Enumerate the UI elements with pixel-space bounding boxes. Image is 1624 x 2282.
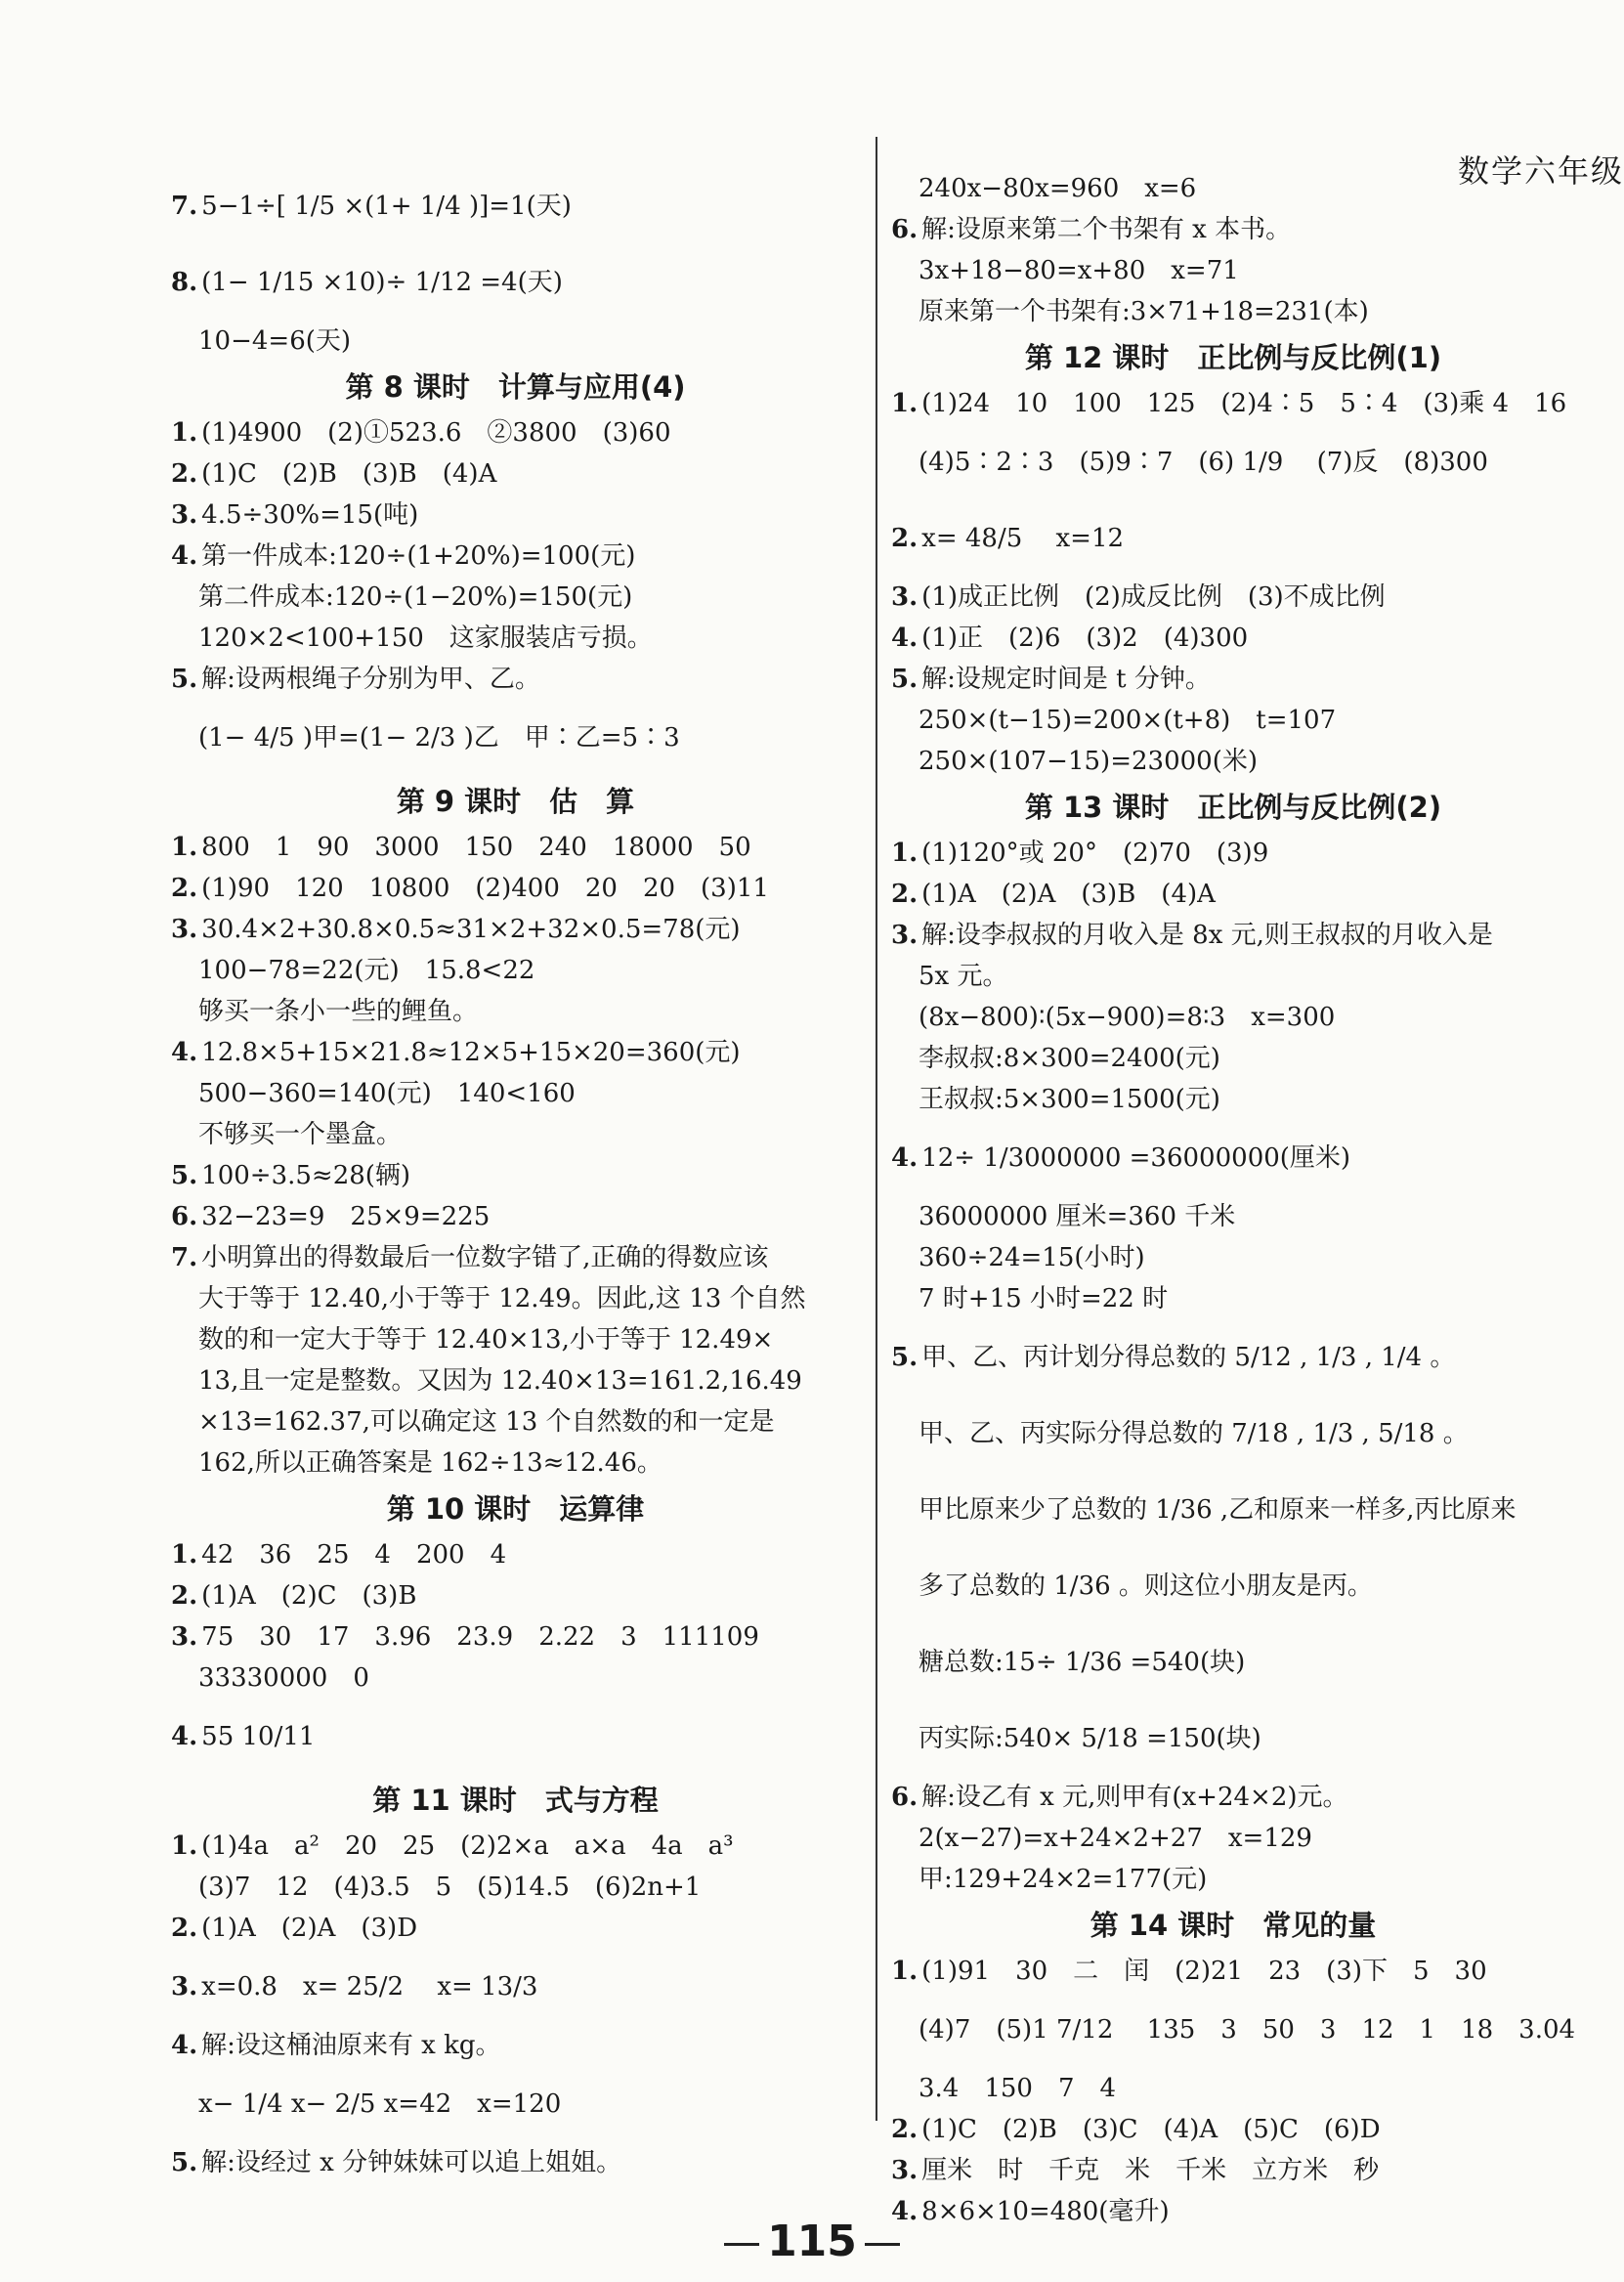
answer-text: ×13=162.37,可以确定这 13 个自然数的和一定是 [198,1407,775,1437]
answer-line [171,1699,860,1775]
answer-text: (1)91 30 二 闰 (2)21 23 (3)下 5 30 [921,1957,1487,1986]
answer-text: 大于等于 12.40,小于等于 12.49。因此,这 13 个自然 [198,1284,806,1313]
answer-line [891,2150,1575,2191]
answer-text: 500−360=140(元) 140<160 [198,1079,576,1108]
question-number: 2. [891,524,919,553]
answer-text: 第二件成本:120÷(1−20%)=150(元) [198,582,633,612]
answer-line [891,1319,1575,1396]
answer-text: (1)正 (2)6 (3)2 (4)300 [921,624,1249,653]
question-number: 2. [171,1581,198,1611]
question-number: 4. [171,541,198,571]
answer-line [891,741,1575,782]
answer-line [891,209,1575,250]
answer-text: (1)A (2)C (3)B [201,1581,417,1611]
answer-line [891,833,1575,874]
answer-line [171,412,860,453]
question-number: 4. [891,1143,919,1173]
question-number: 1. [891,1957,919,1986]
answer-text: 36000000 厘米=360 千米 [919,1202,1236,1231]
answer-text: 4.5÷30%=15(吨) [201,500,419,530]
answer-line [891,1472,1575,1548]
question-number: 5. [891,1343,919,1372]
section-title: 第 11 课时 式与方程 [372,1784,659,1817]
question-number: 6. [171,1202,198,1231]
question-number: 1. [171,1540,198,1570]
answer-text: 王叔叔:5×300=1500(元) [919,1085,1220,1114]
answer-text: (1− 1/15 ×10)÷ 1/12 =4(天) [201,268,563,297]
question-number: 2. [171,874,198,903]
answer-line [891,956,1575,997]
question-number: 6. [891,215,919,244]
answer-line [171,1442,860,1484]
answer-text: (4)7 (5)1 7/12 135 3 50 3 12 1 18 3.04 [919,2015,1575,2045]
section-title: 第 12 课时 正比例与反比例(1) [1024,341,1442,374]
answer-text: 800 1 90 3000 150 240 18000 50 [201,833,751,862]
answer-line [171,909,860,950]
answer-line [171,2142,860,2183]
left-column [171,168,860,2183]
question-number: 2. [171,459,198,489]
answer-line [891,1777,1575,1818]
column-divider [876,137,877,2121]
answer-text: 32−23=9 25×9=225 [201,1202,491,1231]
section-title: 第 14 课时 常见的量 [1090,1909,1377,1942]
question-number: 4. [171,2031,198,2060]
answer-text: (1)4900 (2)①523.6 ②3800 (3)60 [201,418,671,448]
section-title: 第 10 课时 运算律 [386,1492,645,1526]
answer-text: 甲:129+24×2=177(元) [919,1865,1208,1894]
answer-line [891,1237,1575,1278]
answer-text: 75 30 17 3.96 23.9 2.22 3 111109 [201,1622,759,1652]
answer-line [171,1826,860,1867]
answer-text: 丙实际:540× 5/18 =150(块) [919,1724,1261,1753]
question-number: 5. [171,1161,198,1190]
question-number: 1. [171,833,198,862]
answer-line [171,1658,860,1699]
answer-text: (1)4a a² 20 25 (2)2×a a×a 4a a³ [201,1831,734,1861]
question-number: 3. [171,915,198,944]
question-number: 4. [891,624,919,653]
answer-text: 8×6×10=480(毫升) [921,2197,1170,2226]
right-column [891,168,1575,2232]
answer-text: 解:设乙有 x 元,则甲有(x+24×2)元。 [921,1783,1348,1812]
section-title: 第 9 课时 估 算 [396,785,635,818]
answer-line [891,2109,1575,2150]
answer-text: (1)90 120 10800 (2)400 20 20 (3)11 [201,874,769,903]
answer-line [171,453,860,495]
answer-line [891,1992,1575,2068]
question-number: 3. [891,582,919,612]
answer-line [891,1278,1575,1319]
answer-text: 240x−80x=960 x=6 [919,174,1197,203]
answer-text: 李叔叔:8×300=2400(元) [919,1044,1220,1073]
answer-text: (1)120°或 20° (2)70 (3)9 [921,839,1269,868]
answer-line [171,244,860,321]
answer-line [891,383,1575,424]
question-number: 7. [171,192,198,221]
page-number: 115 [0,2217,1624,2266]
answer-line [171,1278,860,1319]
answer-line [171,1114,860,1155]
answer-line [891,915,1575,956]
question-number: 4. [171,1038,198,1067]
answer-line [171,700,860,776]
answer-text: (4)5∶2∶3 (5)9∶7 (6) 1/9 (7)反 (8)300 [919,448,1488,477]
answer-text: x= 48/5 x=12 [921,524,1125,553]
answer-line [171,1319,860,1360]
answer-line [891,1818,1575,1859]
question-number: 1. [891,389,919,418]
answer-text: 解:设两根绳子分别为甲、乙。 [201,665,540,694]
answer-text: 55 10/11 [201,1722,316,1751]
answer-line [171,2066,860,2142]
answer-text: (1)C (2)B (3)B (4)A [201,459,497,489]
answer-text: 解:设规定时间是 t 分钟。 [921,665,1211,694]
question-number: 1. [171,1831,198,1861]
answer-text: 162,所以正确答案是 162÷13≈12.46。 [198,1448,662,1478]
answer-text: 360÷24=15(小时) [919,1243,1145,1272]
answer-text: 原来第一个书架有:3×71+18=231(本) [919,297,1369,326]
question-number: 2. [171,1914,198,1943]
answer-text: 多了总数的 1/36 。则这位小朋友是丙。 [919,1572,1373,1601]
answer-text: 甲比原来少了总数的 1/36 ,乙和原来一样多,丙比原来 [919,1495,1517,1525]
answer-text: 3x+18−80=x+80 x=71 [919,256,1239,285]
answer-line [171,536,860,577]
answer-text: x− 1/4 x− 2/5 x=42 x=120 [198,2089,562,2119]
answer-line [891,250,1575,291]
answer-text: 33330000 0 [198,1663,369,1693]
question-number: 8. [171,268,198,297]
answer-line [171,827,860,868]
answer-line [891,1701,1575,1777]
answer-text: 甲、乙、丙计划分得总数的 5/12 , 1/3 , 1/4 。 [921,1343,1456,1372]
answer-line [171,495,860,536]
answer-line [171,950,860,991]
question-number: 4. [171,1722,198,1751]
page-header: 数学六年级 [1457,152,1624,190]
answer-line [171,1155,860,1196]
question-number: 4. [891,2197,919,2226]
answer-line [891,659,1575,700]
answer-line [891,1624,1575,1701]
question-number: 2. [891,880,919,909]
answer-text: 100−78=22(元) 15.8<22 [198,956,535,985]
answer-text: 100÷3.5≈28(辆) [201,1161,411,1190]
answer-text: 250×(t−15)=200×(t+8) t=107 [919,706,1337,735]
answer-text: (1)24 10 100 125 (2)4∶5 5∶4 (3)乘 4 16 [921,389,1567,418]
answer-text: 12÷ 1/3000000 =36000000(厘米) [921,1143,1351,1173]
answer-line [891,618,1575,659]
answer-line [171,321,860,362]
answer-text: 5x 元。 [919,962,1008,991]
answer-line [171,1360,860,1401]
question-number: 3. [891,921,919,950]
answer-line [891,577,1575,618]
answer-line [891,500,1575,577]
answer-line [171,2025,860,2066]
answer-text: 不够买一个墨盒。 [198,1120,403,1149]
answer-text: 解:设经过 x 分钟妹妹可以追上姐姐。 [201,2148,622,2177]
answer-line [891,168,1575,209]
answer-text: 250×(107−15)=23000(米) [919,747,1258,776]
answer-text: 够买一条小一些的鲤鱼。 [198,997,479,1026]
question-number: 3. [171,500,198,530]
answer-text: 第一件成本:120÷(1+20%)=100(元) [201,541,636,571]
answer-text: 甲、乙、丙实际分得总数的 7/18 , 1/3 , 5/18 。 [919,1419,1469,1448]
answer-line [171,1949,860,2025]
answer-line [891,1079,1575,1120]
answer-text: 10−4=6(天) [198,326,352,356]
answer-text: (1)A (2)A (3)D [201,1914,418,1943]
answer-line [891,997,1575,1038]
answer-line [891,291,1575,332]
question-number: 3. [171,1972,198,2002]
answer-line [891,1196,1575,1237]
answer-line [171,1032,860,1073]
answer-line [171,659,860,700]
answer-line [171,868,860,909]
section-title: 第 13 课时 正比例与反比例(2) [1024,791,1442,824]
answer-text: 小明算出的得数最后一位数字错了,正确的得数应该 [201,1243,769,1272]
answer-line [171,1575,860,1616]
question-number: 2. [891,2115,919,2144]
answer-line [171,1401,860,1442]
answer-text: 解:设原来第二个书架有 x 本书。 [921,215,1292,244]
answer-line [891,1548,1575,1624]
question-number: 1. [891,839,919,868]
question-number: 3. [171,1622,198,1652]
answer-line [171,1534,860,1575]
answer-text: 2(x−27)=x+24×2+27 x=129 [919,1824,1312,1853]
answer-text: 30.4×2+30.8×0.5≈31×2+32×0.5=78(元) [201,915,741,944]
answer-line [171,1237,860,1278]
answer-text: 解:设李叔叔的月收入是 8x 元,则王叔叔的月收入是 [921,921,1493,950]
answer-text: (1− 4/5 )甲=(1− 2/3 )乙 甲∶乙=5∶3 [198,723,680,753]
answer-text: 120×2<100+150 这家服装店亏损。 [198,624,653,653]
answer-text: 数的和一定大于等于 12.40×13,小于等于 12.49× [198,1325,774,1355]
answer-text: (8x−800)∶(5x−900)=8∶3 x=300 [919,1003,1336,1032]
answer-text: (3)7 12 (4)3.5 5 (5)14.5 (6)2n+1 [198,1873,702,1902]
answer-text: 解:设这桶油原来有 x kg。 [201,2031,501,2060]
answer-line [891,874,1575,915]
answer-line [891,1120,1575,1196]
answer-line [171,1908,860,1949]
answer-line [171,618,860,659]
answer-text: 厘米 时 千克 米 千米 立方米 秒 [921,2156,1380,2185]
answer-text: 糖总数:15÷ 1/36 =540(块) [919,1648,1246,1677]
question-number: 3. [891,2156,919,2185]
answer-text: 7 时+15 小时=22 时 [919,1284,1169,1313]
answer-line [891,1396,1575,1472]
answer-text: 5−1÷[ 1/5 ×(1+ 1/4 )]=1(天) [201,192,572,221]
answer-line [891,1038,1575,1079]
answer-line [891,424,1575,500]
answer-line [171,1867,860,1908]
answer-text: 3.4 150 7 4 [919,2074,1117,2103]
answer-text: (1)C (2)B (3)C (4)A (5)C (6)D [921,2115,1381,2144]
question-number: 5. [171,2148,198,2177]
question-number: 6. [891,1783,919,1812]
question-number: 1. [171,418,198,448]
answer-line [171,577,860,618]
answer-line [891,700,1575,741]
answer-text: 12.8×5+15×21.8≈12×5+15×20=360(元) [201,1038,741,1067]
question-number: 5. [171,665,198,694]
answer-line [171,991,860,1032]
answer-text: (1)A (2)A (3)B (4)A [921,880,1216,909]
answer-text: 42 36 25 4 200 4 [201,1540,507,1570]
question-number: 7. [171,1243,198,1272]
answer-text: (1)成正比例 (2)成反比例 (3)不成比例 [921,582,1386,612]
answer-line [891,1951,1575,1992]
answer-line [171,1073,860,1114]
section-title: 第 8 课时 计算与应用(4) [345,370,686,404]
answer-line [171,1616,860,1658]
answer-line [171,1196,860,1237]
answer-text: x=0.8 x= 25/2 x= 13/3 [201,1972,538,2002]
answer-line [171,168,860,244]
answer-line [891,1859,1575,1900]
answer-text: 13,且一定是整数。又因为 12.40×13=161.2,16.49 [198,1366,802,1396]
question-number: 5. [891,665,919,694]
answer-line [891,2068,1575,2109]
